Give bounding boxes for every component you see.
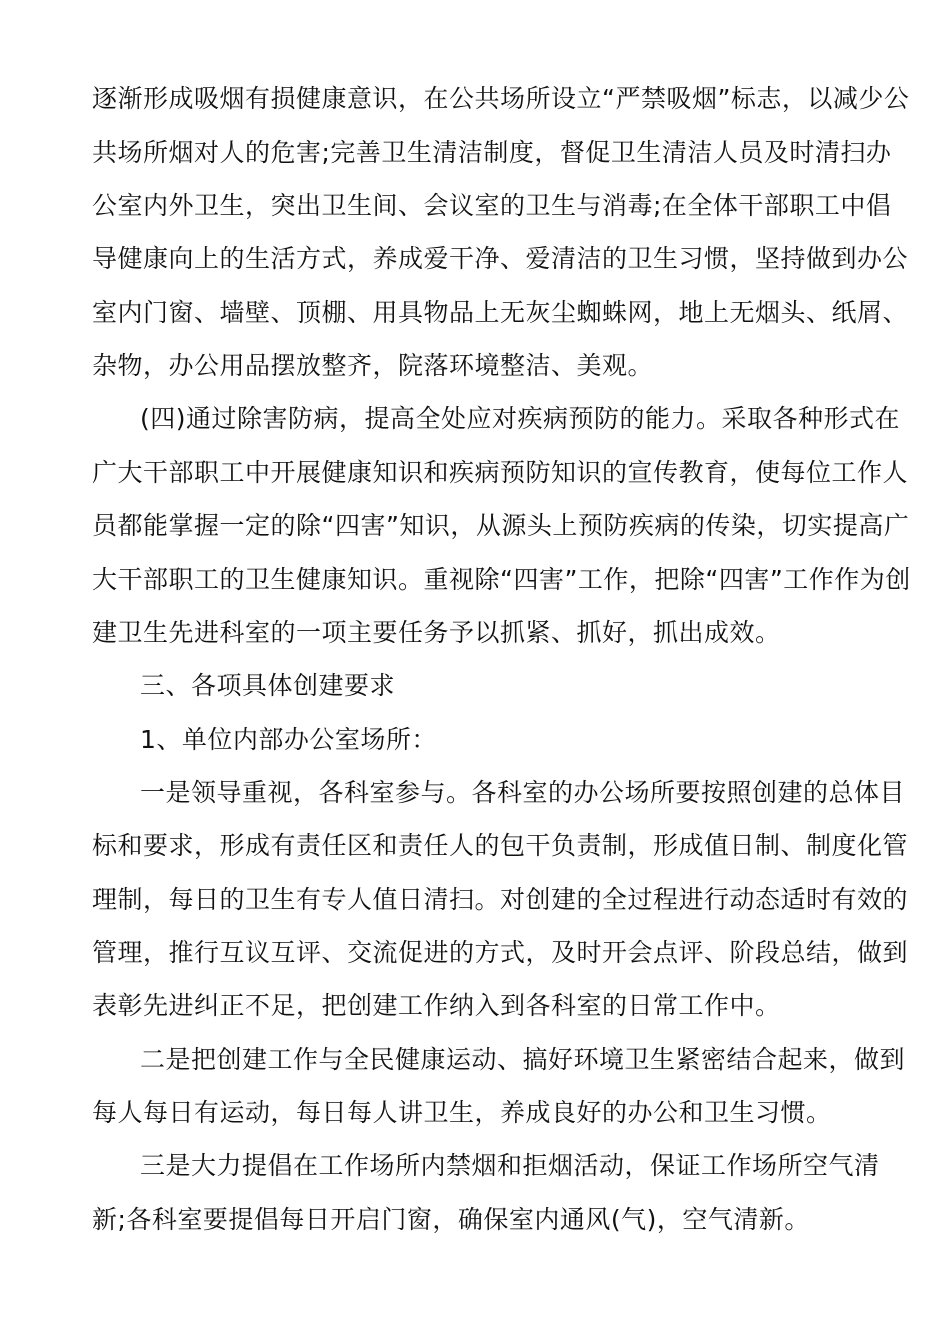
text-line: 建卫生先进科室的一项主要任务予以抓紧、抓好，抓出成效。 bbox=[92, 618, 781, 647]
text-line: 新;各科室要提倡每日开启门窗，确保室内通风(气)，空气清新。 bbox=[92, 1205, 810, 1234]
text-line: 共场所烟对人的危害;完善卫生清洁制度，督促卫生清洁人员及时清扫办 bbox=[92, 138, 892, 167]
text-line: 理制，每日的卫生有专人值日清扫。对创建的全过程进行动态适时有效的 bbox=[92, 885, 909, 914]
text-line: 大干部职工的卫生健康知识。重视除“四害”工作，把除“四害”工作作为创 bbox=[92, 565, 911, 594]
section-heading: 三、各项具体创建要求 bbox=[140, 671, 396, 700]
text-line: 公室内外卫生，突出卫生间、会议室的卫生与消毒;在全体干部职工中倡 bbox=[92, 191, 892, 220]
subsection-heading: 1、单位内部办公室场所： bbox=[140, 725, 437, 754]
text-line: 逐渐形成吸烟有损健康意识，在公共场所设立“严禁吸烟”标志，以减少公 bbox=[92, 84, 910, 113]
text-line: 导健康向上的生活方式，养成爱干净、爱清洁的卫生习惯，坚持做到办公 bbox=[92, 244, 909, 273]
text-line: 三是大力提倡在工作场所内禁烟和拒烟活动，保证工作场所空气清 bbox=[140, 1151, 880, 1180]
text-line: 二是把创建工作与全民健康运动、搞好环境卫生紧密结合起来，做到 bbox=[140, 1045, 906, 1074]
text-line: 广大干部职工中开展健康知识和疾病预防知识的宣传教育，使每位工作人 bbox=[92, 458, 909, 487]
text-line: 员都能掌握一定的除“四害”知识，从源头上预防疾病的传染，切实提高广 bbox=[92, 511, 910, 540]
text-line: 标和要求，形成有责任区和责任人的包干负责制，形成值日制、制度化管 bbox=[92, 831, 909, 860]
text-line: 表彰先进纠正不足，把创建工作纳入到各科室的日常工作中。 bbox=[92, 991, 781, 1020]
text-line: 管理，推行互议互评、交流促进的方式，及时开会点评、阶段总结，做到 bbox=[92, 938, 909, 967]
text-line: 杂物，办公用品摆放整齐，院落环境整洁、美观。 bbox=[92, 351, 654, 380]
section-heading-line: (四)通过除害防病，提高全处应对疾病预防的能力。采取各种形式在 bbox=[140, 404, 901, 433]
text-line: 一是领导重视，各科室参与。各科室的办公场所要按照创建的总体目 bbox=[140, 778, 906, 807]
text-line: 室内门窗、墙壁、顶棚、用具物品上无灰尘蜘蛛网，地上无烟头、纸屑、 bbox=[92, 298, 909, 327]
text-line: 每人每日有运动，每日每人讲卫生，养成良好的办公和卫生习惯。 bbox=[92, 1098, 832, 1127]
